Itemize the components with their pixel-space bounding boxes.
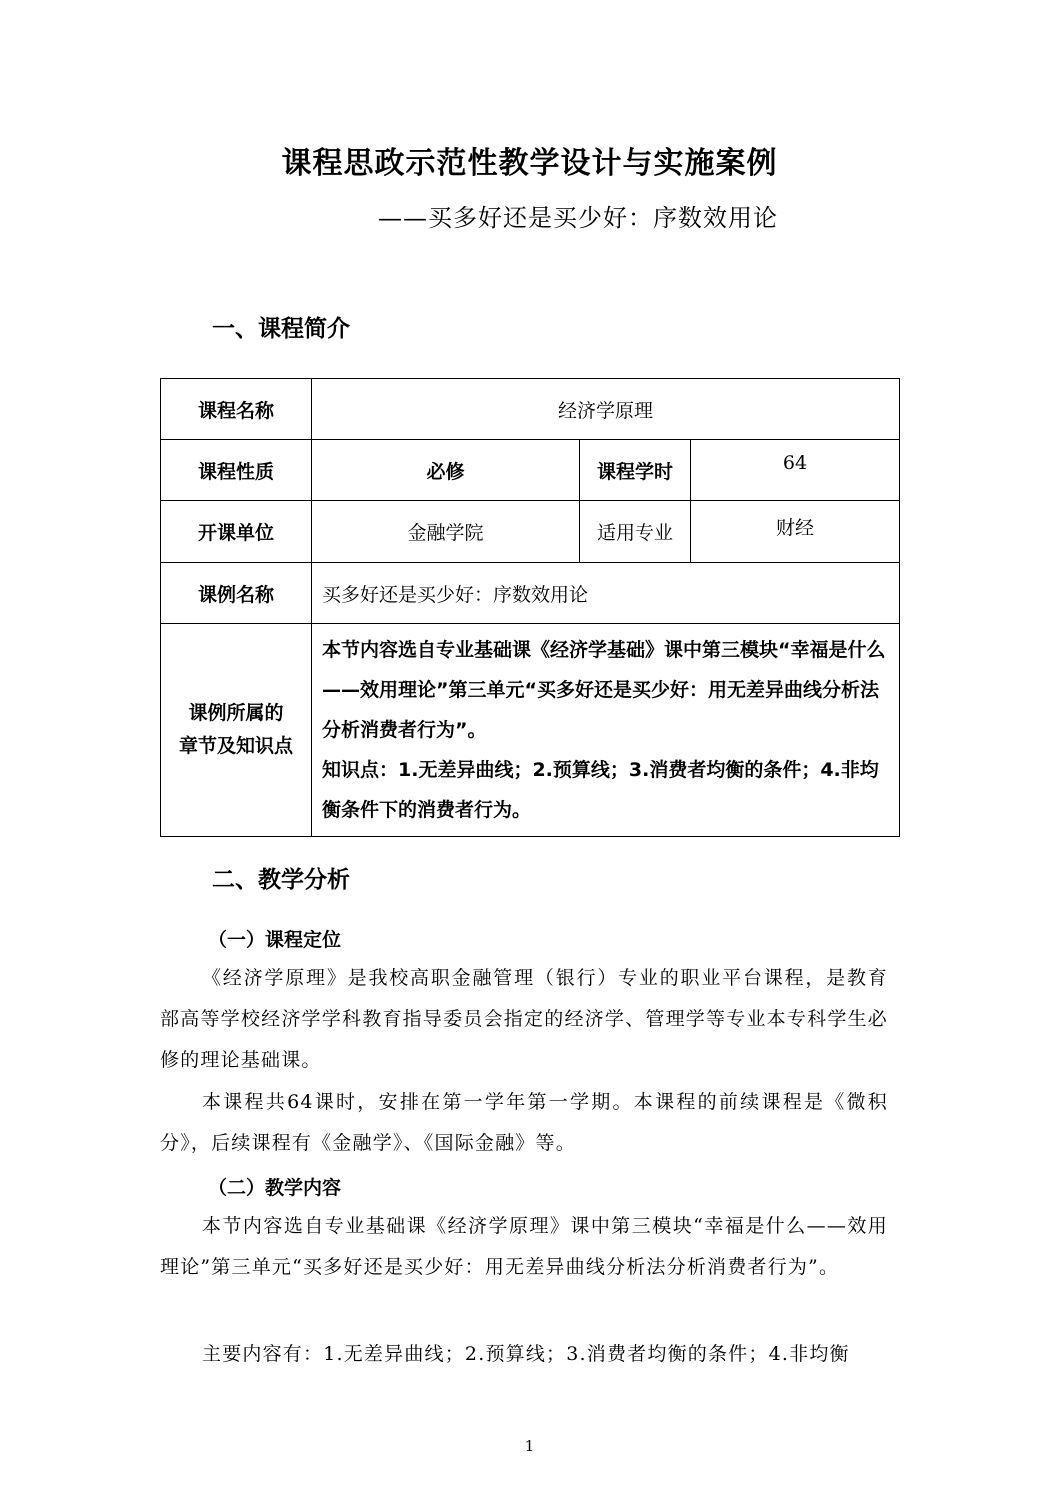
section-heading-course-intro: 一、课程简介: [212, 316, 350, 342]
course-hours-value: 64: [691, 440, 900, 501]
course-nature-value: 必修: [312, 440, 580, 501]
major-value: 财经: [691, 501, 900, 563]
chapter-knowledge-cell: [312, 624, 900, 837]
course-hours-label: 课程学时: [580, 440, 691, 501]
document-subtitle: ——买多好还是买少好：序数效用论: [378, 204, 778, 232]
table-row: [161, 563, 900, 624]
table-row: [161, 379, 900, 440]
chapter-text: 本节内容选自专业基础课《经济学基础》课中第三模块“幸福是什么——效用理论”第三单元“买多好还是买少好：用无差异曲线分析法分析消费者行为”。: [322, 639, 886, 741]
table-row: [161, 624, 900, 837]
paragraph-course-positioning: 《经济学原理》是我校高职金融管理（银行）专业的职业平台课程，是教育部高等学校经济学学科教育指导委员会指定的经济学、管理学等专业本专科学生必修的理论基础课。: [160, 967, 888, 1071]
course-name-value: 经济学原理: [312, 379, 900, 440]
unit-value: 金融学院: [312, 501, 580, 563]
course-info-table: [160, 378, 900, 837]
major-label: 适用专业: [580, 501, 691, 563]
chapter-label-line2: 章节及知识点: [178, 735, 293, 757]
page-number: 1: [524, 1437, 535, 1455]
chapter-label: [161, 624, 312, 837]
table-row: [161, 440, 900, 501]
table-row: [161, 501, 900, 563]
case-name-value: 买多好还是买少好：序数效用论: [312, 563, 900, 624]
document-title: 课程思政示范性教学设计与实施案例: [281, 146, 778, 181]
course-nature-label: 课程性质: [161, 440, 312, 501]
chapter-label-line1: 课例所属的: [188, 702, 284, 724]
subheading-course-positioning: （一）课程定位: [208, 929, 342, 951]
section-heading-teaching-analysis: 二、教学分析: [212, 867, 350, 893]
paragraph-main-content: 主要内容有：1.无差异曲线；2.预算线；3.消费者均衡的条件；4.非均衡: [202, 1343, 850, 1365]
unit-label: 开课单位: [161, 501, 312, 563]
paragraph-teaching-content: 本节内容选自专业基础课《经济学原理》课中第三模块“幸福是什么——效用理论”第三单元“买多好还是买少好：用无差异曲线分析法分析消费者行为”。: [160, 1215, 888, 1278]
course-name-label: 课程名称: [161, 379, 312, 440]
subheading-teaching-content: （二）教学内容: [208, 1177, 342, 1199]
knowledge-points-text: 知识点：1.无差异曲线；2.预算线；3.消费者均衡的条件；4.非均衡条件下的消费者行为。: [322, 759, 879, 821]
paragraph-course-hours: 本课程共64课时，安排在第一学年第一学期。本课程的前续课程是《微积分》，后续课程有《金融学》、《国际金融》等。: [160, 1091, 888, 1154]
case-name-label: 课例名称: [161, 563, 312, 624]
